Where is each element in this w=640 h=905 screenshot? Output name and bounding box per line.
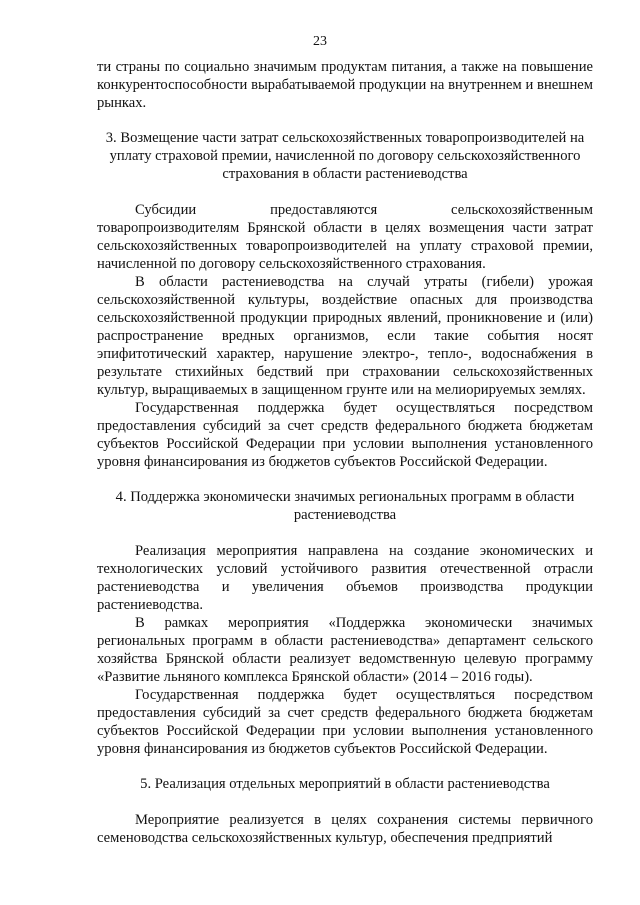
section-4-paragraph-2: В рамках мероприятия «Поддержка экономически значимых региональных программ в области растениеводства» департамент сельского хозяйства Брянской области реализует ведомственную целевую программу «Развитие льняного комплекса Брянской области» (2014 – 2016 годы). [97,615,593,685]
page-number: 23 [313,34,327,49]
page-content [97,58,593,847]
section-3-heading: 3. Возмещение части затрат сельскохозяйственных товаропроизводителей на уплату страховой премии, начисленной по договору сельскохозяйственного страхования в области растениеводства [105,130,585,182]
section-4-paragraph-3: Государственная поддержка будет осуществляться посредством предоставления субсидий за счет средств федерального бюджета бюджетам субъектов Российской Федерации при условии выполнения установленного уровня финансирования из бюджетов субъектов Российской Федерации. [97,687,593,757]
section-4-paragraph-1: Реализация мероприятия направлена на создание экономических и технологических условий устойчивого развития отечественной отрасли растениеводства и увеличения объемов производства продукции растениеводства. [97,543,593,613]
section-4-heading: 4. Поддержка экономически значимых региональных программ в области растениеводства [115,489,575,523]
section-3-paragraph-2: В области растениеводства на случай утраты (гибели) урожая сельскохозяйственной культуры, воздействие опасных для производства сельскохозяйственной продукции природных явлений, проникновение и (или) распространение вредных организмов, если такие события носят эпифитотический характер, нарушение электро-, тепло-, водоснабжения в результате стихийных бедствий при страховании сельскохозяйственных культур, выращиваемых в защищенном грунте или на мелиорируемых землях. [97,274,593,398]
section-3-paragraph-3: Государственная поддержка будет осуществляться посредством предоставления субсидий за счет средств федерального бюджета бюджетам субъектов Российской Федерации при условии выполнения установленного уровня финансирования из бюджетов субъектов Российской Федерации. [97,400,593,470]
continuation-paragraph: ти страны по социально значимым продуктам питания, а также на повышение конкурентоспособности вырабатываемой продукции на внутреннем и внешнем рынках. [97,59,593,111]
section-5-paragraph-1: Мероприятие реализуется в целях сохранения системы первичного семеноводства сельскохозяйственных культур, обеспечения предприятий [97,812,593,846]
section-3-paragraph-1: Субсидии предоставляются сельскохозяйственным товаропроизводителям Брянской области в целях возмещения части затрат сельскохозяйственных товаропроизводителей на уплату страховой премии, начисленной по договору сельскохозяйственного страхования. [97,202,593,272]
section-5-heading: 5. Реализация отдельных мероприятий в области растениеводства [140,776,550,792]
